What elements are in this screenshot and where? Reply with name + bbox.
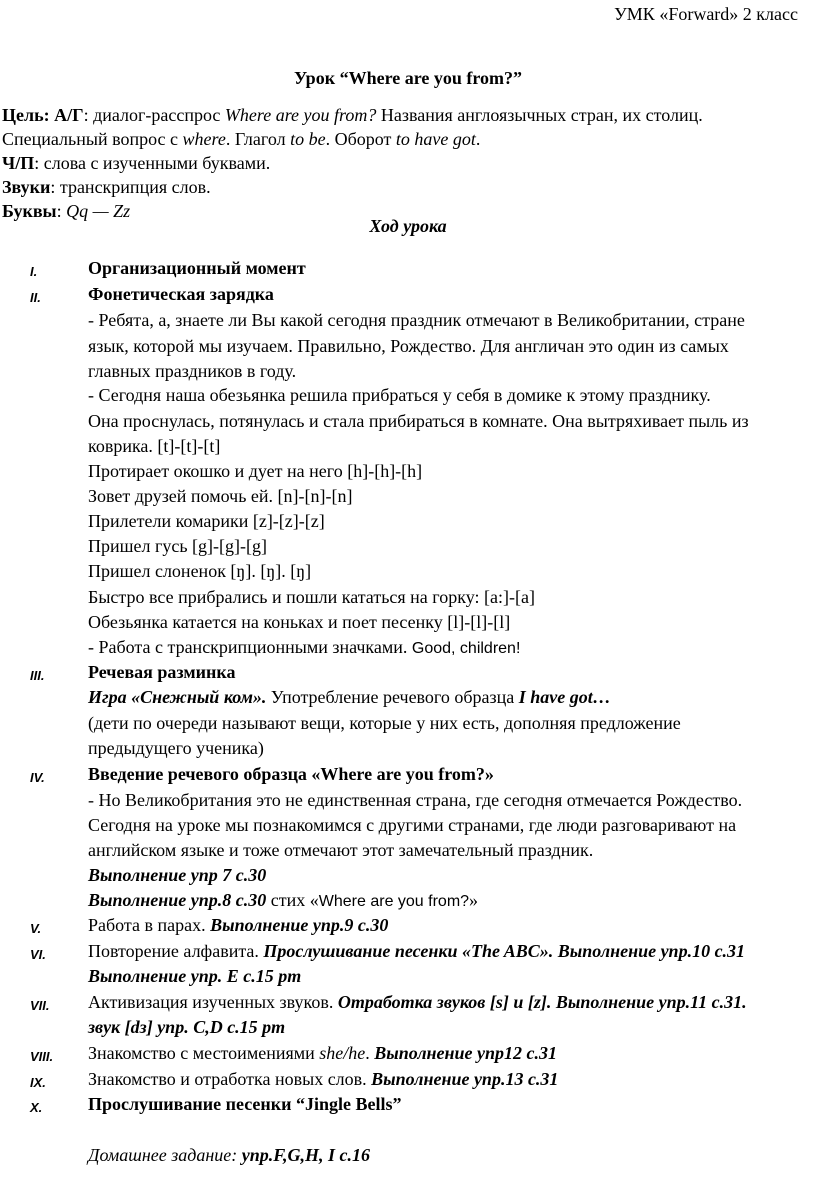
section-heading: Речевая разминка	[88, 662, 236, 682]
text-line: Прилетели комарики [z]-[z]-[z]	[88, 511, 325, 531]
lesson-flow-heading: Ход урока	[369, 216, 447, 236]
text-line: предыдущего ученика)	[88, 738, 264, 758]
section-number: III.	[30, 668, 45, 683]
exercise-line: Выполнение упр.8 с.30 стих «Where are you from?»	[88, 890, 479, 910]
text-line: Игра «Снежный ком». Употребление речевого образца I have got…	[88, 687, 611, 707]
text-line: Быстро все прибрались и пошли кататься на горку: [a:]-[a]	[88, 587, 535, 607]
text-line: Пришел гусь [g]-[g]-[g]	[88, 536, 267, 556]
text-line: английском языке и тоже отмечают этот замечательный праздник.	[88, 840, 594, 860]
text-line: Работа в парах. Выполнение упр.9 с.30	[88, 915, 389, 935]
text-line: Сегодня на уроке мы познакомимся с другими странами, где люди разговаривают на	[88, 815, 737, 835]
homework: Домашнее задание: упр.F,G,H, I с.16	[88, 1145, 370, 1165]
section-number: VIII.	[30, 1049, 54, 1064]
text-line: Пришел слоненок [ŋ]. [ŋ]. [ŋ]	[88, 561, 312, 581]
goal-line-1: Цель: А/Г: диалог-расспрос Where are you from? Названия англоязычных стран, их столиц.	[2, 105, 703, 125]
text-line: - Сегодня наша обезьянка решила прибраться у себя в домике к этому празднику.	[88, 385, 711, 405]
section-heading: Введение речевого образца «Where are you from?»	[88, 764, 494, 784]
exercise-line: Выполнение упр 7 с.30	[88, 865, 267, 885]
goal-line-3: Ч/П: слова с изученными буквами.	[2, 153, 271, 173]
course-header: УМК «Forward» 2 класс	[614, 4, 798, 24]
text-line: Активизация изученных звуков. Отработка звуков [s] и [z]. Выполнение упр.11 с.31.	[88, 992, 747, 1012]
lesson-title: Урок “Where are you from?”	[293, 68, 523, 88]
text-line: Она проснулась, потянулась и стала прибираться в комнате. Она вытряхивает пыль из	[88, 411, 749, 431]
text-line: язык, которой мы изучаем. Правильно, Рождество. Для англичан это один из самых	[88, 336, 729, 356]
section-number: X.	[30, 1100, 43, 1115]
section-number: IX.	[30, 1075, 46, 1090]
text-line: - Ребята, а, знаете ли Вы какой сегодня праздник отмечают в Великобритании, стране	[88, 310, 745, 330]
section-number: VI.	[30, 947, 46, 962]
section-heading: Организационный момент	[88, 258, 306, 278]
text-line: Повторение алфавита. Прослушивание песенки «The ABC». Выполнение упр.10 с.31	[88, 941, 746, 961]
exercise-line: звук [dз] упр. C,D с.15 pm	[88, 1017, 286, 1037]
goal-line-5: Буквы: Qq — Zz	[2, 201, 131, 221]
text-line: Обезьянка катается на коньках и поет песенку [l]-[l]-[l]	[88, 612, 511, 632]
goal-line-4: Звуки: транскрипция слов.	[2, 177, 211, 197]
exercise-line: Выполнение упр. E с.15 pm	[88, 966, 302, 986]
section-number: V.	[30, 921, 42, 936]
text-line: Знакомство с местоимениями she/he. Выполнение упр12 с.31	[88, 1043, 558, 1063]
text-line: коврика. [t]-[t]-[t]	[88, 436, 221, 456]
section-number: II.	[30, 290, 41, 305]
text-line: главных праздников в году.	[88, 361, 297, 381]
text-line: Протирает окошко и дует на него [h]-[h]-[h]	[88, 461, 423, 481]
lesson-goals	[2, 103, 802, 223]
goal-line-2: Специальный вопрос с where. Глагол to be. Оборот to have got.	[2, 129, 481, 149]
section-number: VII.	[30, 998, 50, 1013]
text-line: (дети по очереди называют вещи, которые у них есть, дополняя предложение	[88, 713, 681, 733]
section-number: I.	[30, 264, 38, 279]
section-heading: Прослушивание песенки “Jingle Bells”	[88, 1094, 402, 1114]
text-line: Знакомство и отработка новых слов. Выполнение упр.13 с.31	[88, 1069, 559, 1089]
text-line: Зовет друзей помочь ей. [n]-[n]-[n]	[88, 486, 353, 506]
text-line: - Работа с транскрипционными значками. Good, children!	[88, 637, 521, 657]
section-number: IV.	[30, 770, 45, 785]
section-heading: Фонетическая зарядка	[88, 284, 274, 304]
text-line: - Но Великобритания это не единственная страна, где сегодня отмечается Рождество.	[88, 790, 743, 810]
